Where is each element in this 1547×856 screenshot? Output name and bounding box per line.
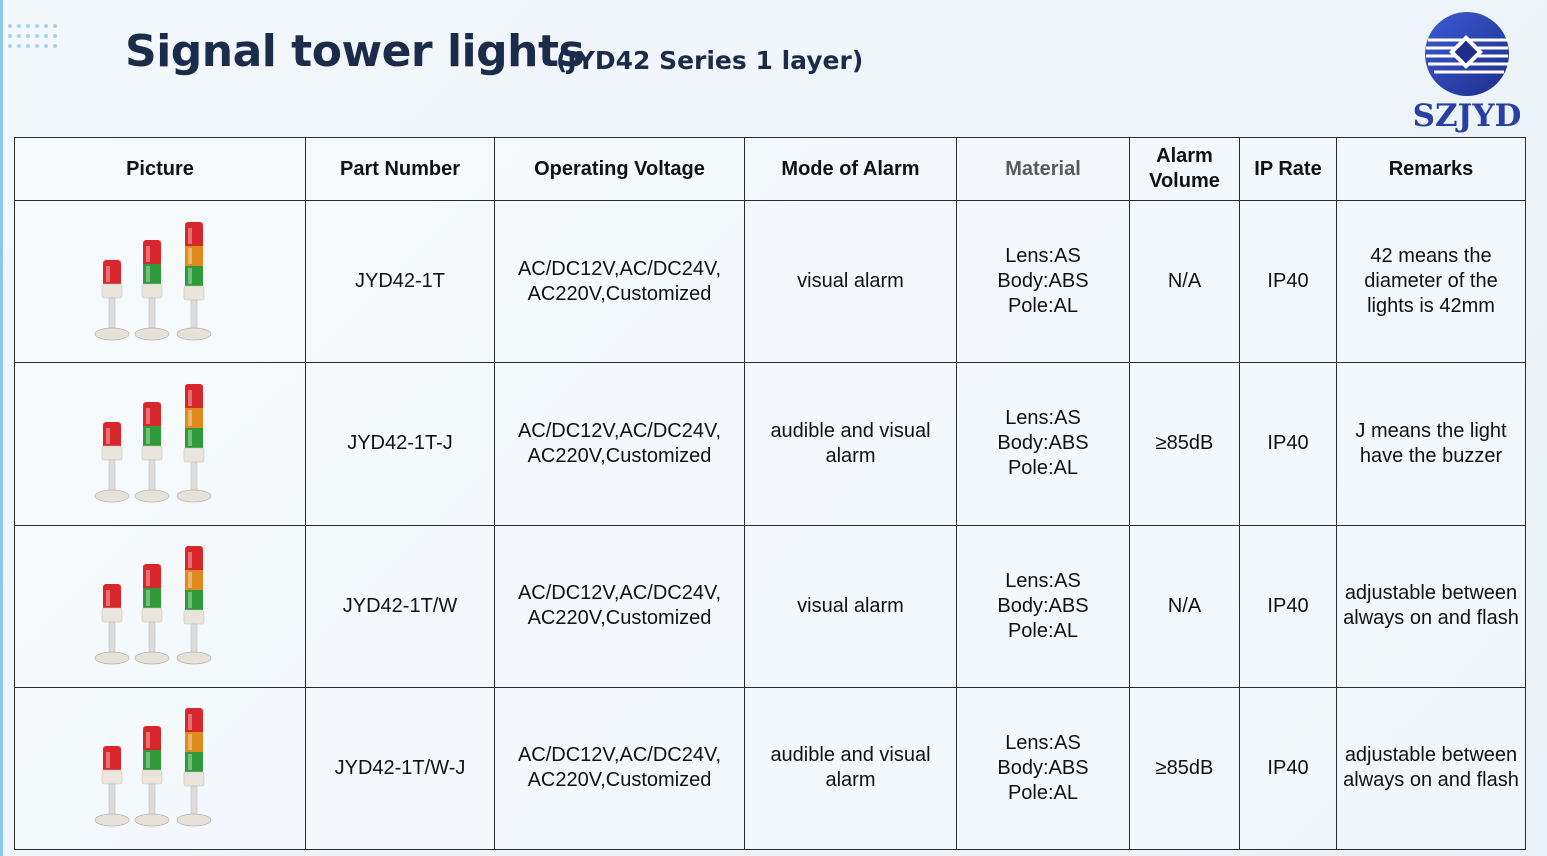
cell-ip-rate: IP40	[1240, 201, 1337, 363]
cell-operating-voltage	[495, 363, 745, 525]
column-header-ip-rate: IP Rate	[1240, 138, 1337, 201]
mode-line: alarm	[825, 444, 876, 467]
cell-picture	[15, 525, 306, 687]
cell-alarm-volume: N/A	[1130, 525, 1240, 687]
table-header-row	[15, 138, 1526, 201]
remarks-line: always on and flash	[1343, 607, 1519, 630]
cell-picture	[15, 687, 306, 849]
mode-line: visual alarm	[797, 594, 904, 617]
signal-tower-product-photo	[85, 212, 235, 352]
cell-alarm-volume: ≥85dB	[1130, 687, 1240, 849]
cell-mode-of-alarm	[745, 687, 957, 849]
table-row	[15, 687, 1526, 849]
material-line: Body:ABS	[997, 594, 1089, 617]
page-edge-accent	[0, 0, 3, 856]
cell-mode-of-alarm	[745, 363, 957, 525]
column-header-mode-of-alarm: Mode of Alarm	[745, 138, 957, 201]
mode-line: audible and visual	[770, 744, 931, 767]
mode-line: audible and visual	[770, 419, 931, 442]
material-line: Lens:AS	[1005, 407, 1081, 430]
voltage-line: AC/DC12V,AC/DC24V,	[517, 257, 722, 280]
voltage-line: AC220V,Customized	[527, 769, 712, 792]
material-line: Body:ABS	[997, 270, 1089, 293]
remarks-line: adjustable between	[1344, 582, 1518, 605]
material-line: Body:ABS	[997, 756, 1089, 779]
remarks-line: always on and flash	[1343, 769, 1519, 792]
cell-material	[957, 363, 1130, 525]
spec-table	[14, 137, 1526, 850]
material-line: Pole:AL	[1007, 781, 1079, 804]
remarks-line: adjustable between	[1344, 744, 1518, 767]
page-title: Signal tower lights	[125, 26, 585, 77]
signal-tower-product-photo	[85, 374, 235, 514]
voltage-line: AC220V,Customized	[527, 444, 712, 467]
decorative-dot	[53, 44, 57, 48]
company-logo-text: SZJYD	[1412, 98, 1522, 134]
decorative-dot	[26, 34, 30, 38]
decorative-dot	[44, 24, 48, 28]
cell-remarks	[1337, 363, 1526, 525]
cell-ip-rate: IP40	[1240, 525, 1337, 687]
cell-part-number: JYD42-1T/W	[306, 525, 495, 687]
cell-picture	[15, 201, 306, 363]
decorative-dot	[17, 44, 21, 48]
decorative-dot	[53, 34, 57, 38]
cell-material	[957, 687, 1130, 849]
material-line: Lens:AS	[1005, 569, 1081, 592]
column-header-part-number: Part Number	[306, 138, 495, 201]
decorative-dot	[8, 44, 12, 48]
cell-picture	[15, 363, 306, 525]
page-subtitle: (JYD42 Series 1 layer)	[556, 46, 864, 75]
cell-mode-of-alarm	[745, 525, 957, 687]
decorative-dot	[8, 34, 12, 38]
cell-material	[957, 201, 1130, 363]
cell-remarks	[1337, 687, 1526, 849]
cell-operating-voltage	[495, 687, 745, 849]
decorative-dot	[17, 24, 21, 28]
mode-line: alarm	[825, 769, 876, 792]
decorative-dot	[53, 24, 57, 28]
cell-part-number: JYD42-1T	[306, 201, 495, 363]
voltage-line: AC220V,Customized	[527, 607, 712, 630]
material-line: Body:ABS	[997, 432, 1089, 455]
table-row	[15, 363, 1526, 525]
column-header-picture: Picture	[15, 138, 306, 201]
decorative-dot	[17, 34, 21, 38]
table-row	[15, 201, 1526, 363]
cell-part-number: JYD42-1T-J	[306, 363, 495, 525]
column-header-material: Material	[957, 138, 1130, 201]
voltage-line: AC/DC12V,AC/DC24V,	[517, 744, 722, 767]
table-row	[15, 525, 1526, 687]
decorative-dot	[35, 44, 39, 48]
cell-ip-rate: IP40	[1240, 687, 1337, 849]
decorative-dot	[26, 24, 30, 28]
material-line: Pole:AL	[1007, 457, 1079, 480]
cell-operating-voltage	[495, 201, 745, 363]
cell-part-number: JYD42-1T/W-J	[306, 687, 495, 849]
cell-mode-of-alarm	[745, 201, 957, 363]
signal-tower-product-photo	[85, 536, 235, 676]
decorative-dot	[44, 44, 48, 48]
remarks-line: J means the light	[1355, 419, 1507, 442]
column-header-remarks: Remarks	[1337, 138, 1526, 201]
remarks-line: have the buzzer	[1359, 444, 1503, 467]
decorative-dot	[8, 24, 12, 28]
cell-operating-voltage	[495, 525, 745, 687]
cell-alarm-volume: N/A	[1130, 201, 1240, 363]
material-line: Pole:AL	[1007, 619, 1079, 642]
cell-remarks	[1337, 525, 1526, 687]
voltage-line: AC220V,Customized	[527, 282, 712, 305]
decorative-dot	[44, 34, 48, 38]
column-header-alarm-volume: Alarm Volume	[1130, 138, 1240, 201]
voltage-line: AC/DC12V,AC/DC24V,	[517, 582, 722, 605]
decorative-dots	[8, 24, 60, 54]
cell-remarks	[1337, 201, 1526, 363]
column-header-operating-voltage: Operating Voltage	[495, 138, 745, 201]
decorative-dot	[35, 34, 39, 38]
mode-line: visual alarm	[797, 270, 904, 293]
voltage-line: AC/DC12V,AC/DC24V,	[517, 419, 722, 442]
remarks-line: 42 means the	[1370, 245, 1492, 268]
cell-alarm-volume: ≥85dB	[1130, 363, 1240, 525]
material-line: Lens:AS	[1005, 731, 1081, 754]
remarks-line: diameter of the	[1364, 270, 1498, 293]
material-line: Lens:AS	[1005, 245, 1081, 268]
decorative-dot	[26, 44, 30, 48]
cell-ip-rate: IP40	[1240, 363, 1337, 525]
cell-material	[957, 525, 1130, 687]
remarks-line: lights is 42mm	[1367, 295, 1495, 318]
signal-tower-product-photo	[85, 698, 235, 838]
decorative-dot	[35, 24, 39, 28]
material-line: Pole:AL	[1007, 295, 1079, 318]
